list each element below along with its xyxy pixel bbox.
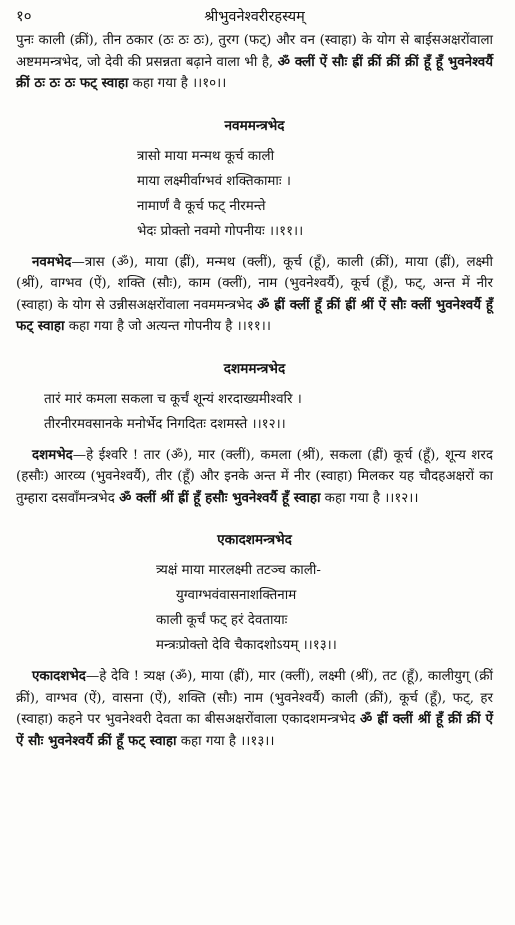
verse-line: त्र्यक्षं माया मारलक्ष्मी तटञ्च काली- bbox=[156, 563, 321, 578]
verse-line: तीरनीरमवसानके मनोर्भेद निगदितः दशमस्ते ।।१२।। bbox=[44, 416, 286, 432]
page-header bbox=[16, 6, 493, 30]
section-11-lead: एकादशभेद bbox=[32, 668, 86, 684]
intro-paragraph bbox=[16, 30, 493, 95]
section-11-mantra: ॐ ह्रीं क्लीं श्रीं हूँ क्रीं क्रीं ऐं ऐं सौः भुवनेश्वर्यै क्रीं हूँ फट् स्वाहा bbox=[16, 711, 493, 749]
section-11-text: —हे देवि ! त्र्यक्ष (ॐ), माया (ह्रीं), मार (क्लीं), लक्ष्मी (श्रीं), तट (हूँ), कालीयुग् (क्रीं क्रीं), वाग्भव (ऐं), वासना (ऐं), शक्ति (सौः) नाम (भुवनेश्वर्यै) काली (क्रीं), कूर्च (हूँ), फट्, हर (स्वाहा) कहने पर भुवनेश्वरी देवता का बीसअक्षरोंवाला एकादशमन्त्रभेद bbox=[16, 669, 493, 727]
section-9-lead: नवमभेद bbox=[32, 253, 72, 270]
section-10-text-end: कहा गया है ।।१२।। bbox=[320, 490, 419, 506]
section-10-verse bbox=[44, 387, 493, 437]
verse-line: युग्वाग्भवंवासनाशक्तिनाम bbox=[176, 588, 297, 603]
section-10-mantra: ॐ क्लीं श्रीं ह्रीं हूँ हसौः भुवनेश्वर्यै हूँ स्वाहा bbox=[119, 489, 321, 506]
verse-line: माया लक्ष्मीर्वाग्भवं शक्तिकामाः । bbox=[137, 173, 291, 189]
verse-line: काली कूर्चं फट् हरं देवतायाः bbox=[156, 613, 288, 628]
verse-line: मन्त्रःप्रोक्तो देवि चैकादशोऽयम् ।।१३।। bbox=[156, 638, 337, 653]
section-10-heading: दशममन्त्रभेद bbox=[223, 360, 286, 377]
section-9-mantra: ॐ ह्रीं क्लीं हूँ क्रीं ह्रीं श्रीं ऐं सौः क्लीं भुवनेश्वर्यै हूँ फट् स्वाहा bbox=[16, 296, 494, 334]
section-11-heading: एकादशमन्त्रभेद bbox=[217, 532, 292, 548]
section-10-commentary bbox=[16, 445, 493, 510]
intro-text: पुनः काली (क्रीं), तीन ठकार (ठः ठः ठः), तुरग (फट्) और वन (स्वाहा) के योग से बाईसअक्षरोंवाला अष्टममन्त्रभेद, जो देवी की प्रसन्नता बढ़ाने वाला भी है, bbox=[16, 33, 493, 70]
section-11-text-end: कहा गया है ।।१३।। bbox=[176, 733, 275, 749]
section-11-verse bbox=[156, 558, 493, 658]
section-11-commentary bbox=[16, 666, 493, 752]
verse-line: तारं मारं कमला सकला च कूर्चं शून्यं शरदाख्यमीश्वरि । bbox=[44, 391, 302, 407]
section-9-text-end: कहा गया है जो अत्यन्त गोपनीय है ।।११।। bbox=[64, 319, 271, 334]
section-9-heading: नवममन्त्रभेद bbox=[224, 117, 285, 134]
section-10-text: —हे ईश्वरि ! तार (ॐ), मार (क्लीं), कमला (श्रीं), सकला (ह्रीं) कूर्च (हूँ), शून्य शरद (हसौः) आरव्य (भुवनेश्वर्यै), तीर (हूँ) और इनके अन्त में नीर (स्वाहा) मिलकर यह चौदहअक्षरों का तुम्हारा दसवाँमन्त्रभेद bbox=[16, 447, 493, 506]
section-10-lead: दशमभेद bbox=[32, 446, 73, 463]
section-9-commentary bbox=[16, 252, 493, 338]
verse-line: भेदः प्रोक्तो नवमो गोपनीयः ।।११।। bbox=[137, 223, 304, 239]
intro-text-end: कहा गया है ।।१०।। bbox=[128, 76, 227, 91]
intro-mantra: ॐ क्लीं ऐं सौः ह्रीं क्रीं क्रीं क्रीं हूँ हूँ भुवनेश्वर्यै क्रीं ठः ठः ठः फट् स्वाहा bbox=[16, 53, 493, 91]
running-head: श्रीभुवनेश्वरीरहस्यम् bbox=[204, 9, 305, 25]
section-9-verse bbox=[137, 144, 493, 244]
verse-line: नामार्णं वै कूर्च फट् नीरमन्ते bbox=[137, 198, 266, 214]
verse-line: त्रासो माया मन्मथ कूर्च काली bbox=[137, 148, 275, 164]
section-9-text: —त्रास (ॐ), माया (ह्रीं), मन्मथ (क्लीं), कूर्च (हूँ), काली (क्रीं), माया (ह्रीं), लक्ष्मी (श्रीं), वाग्भव (ऐं), शक्ति (सौः), काम (क्लीं), नाम (भुवनेश्वर्यै), कूर्च (हूँ), फट्, अन्त में नीर (स्वाहा) के योग से उन्नीसअक्षरोंवाला नवममन्त्रभेद bbox=[16, 254, 493, 313]
page-number: १० bbox=[16, 7, 32, 25]
